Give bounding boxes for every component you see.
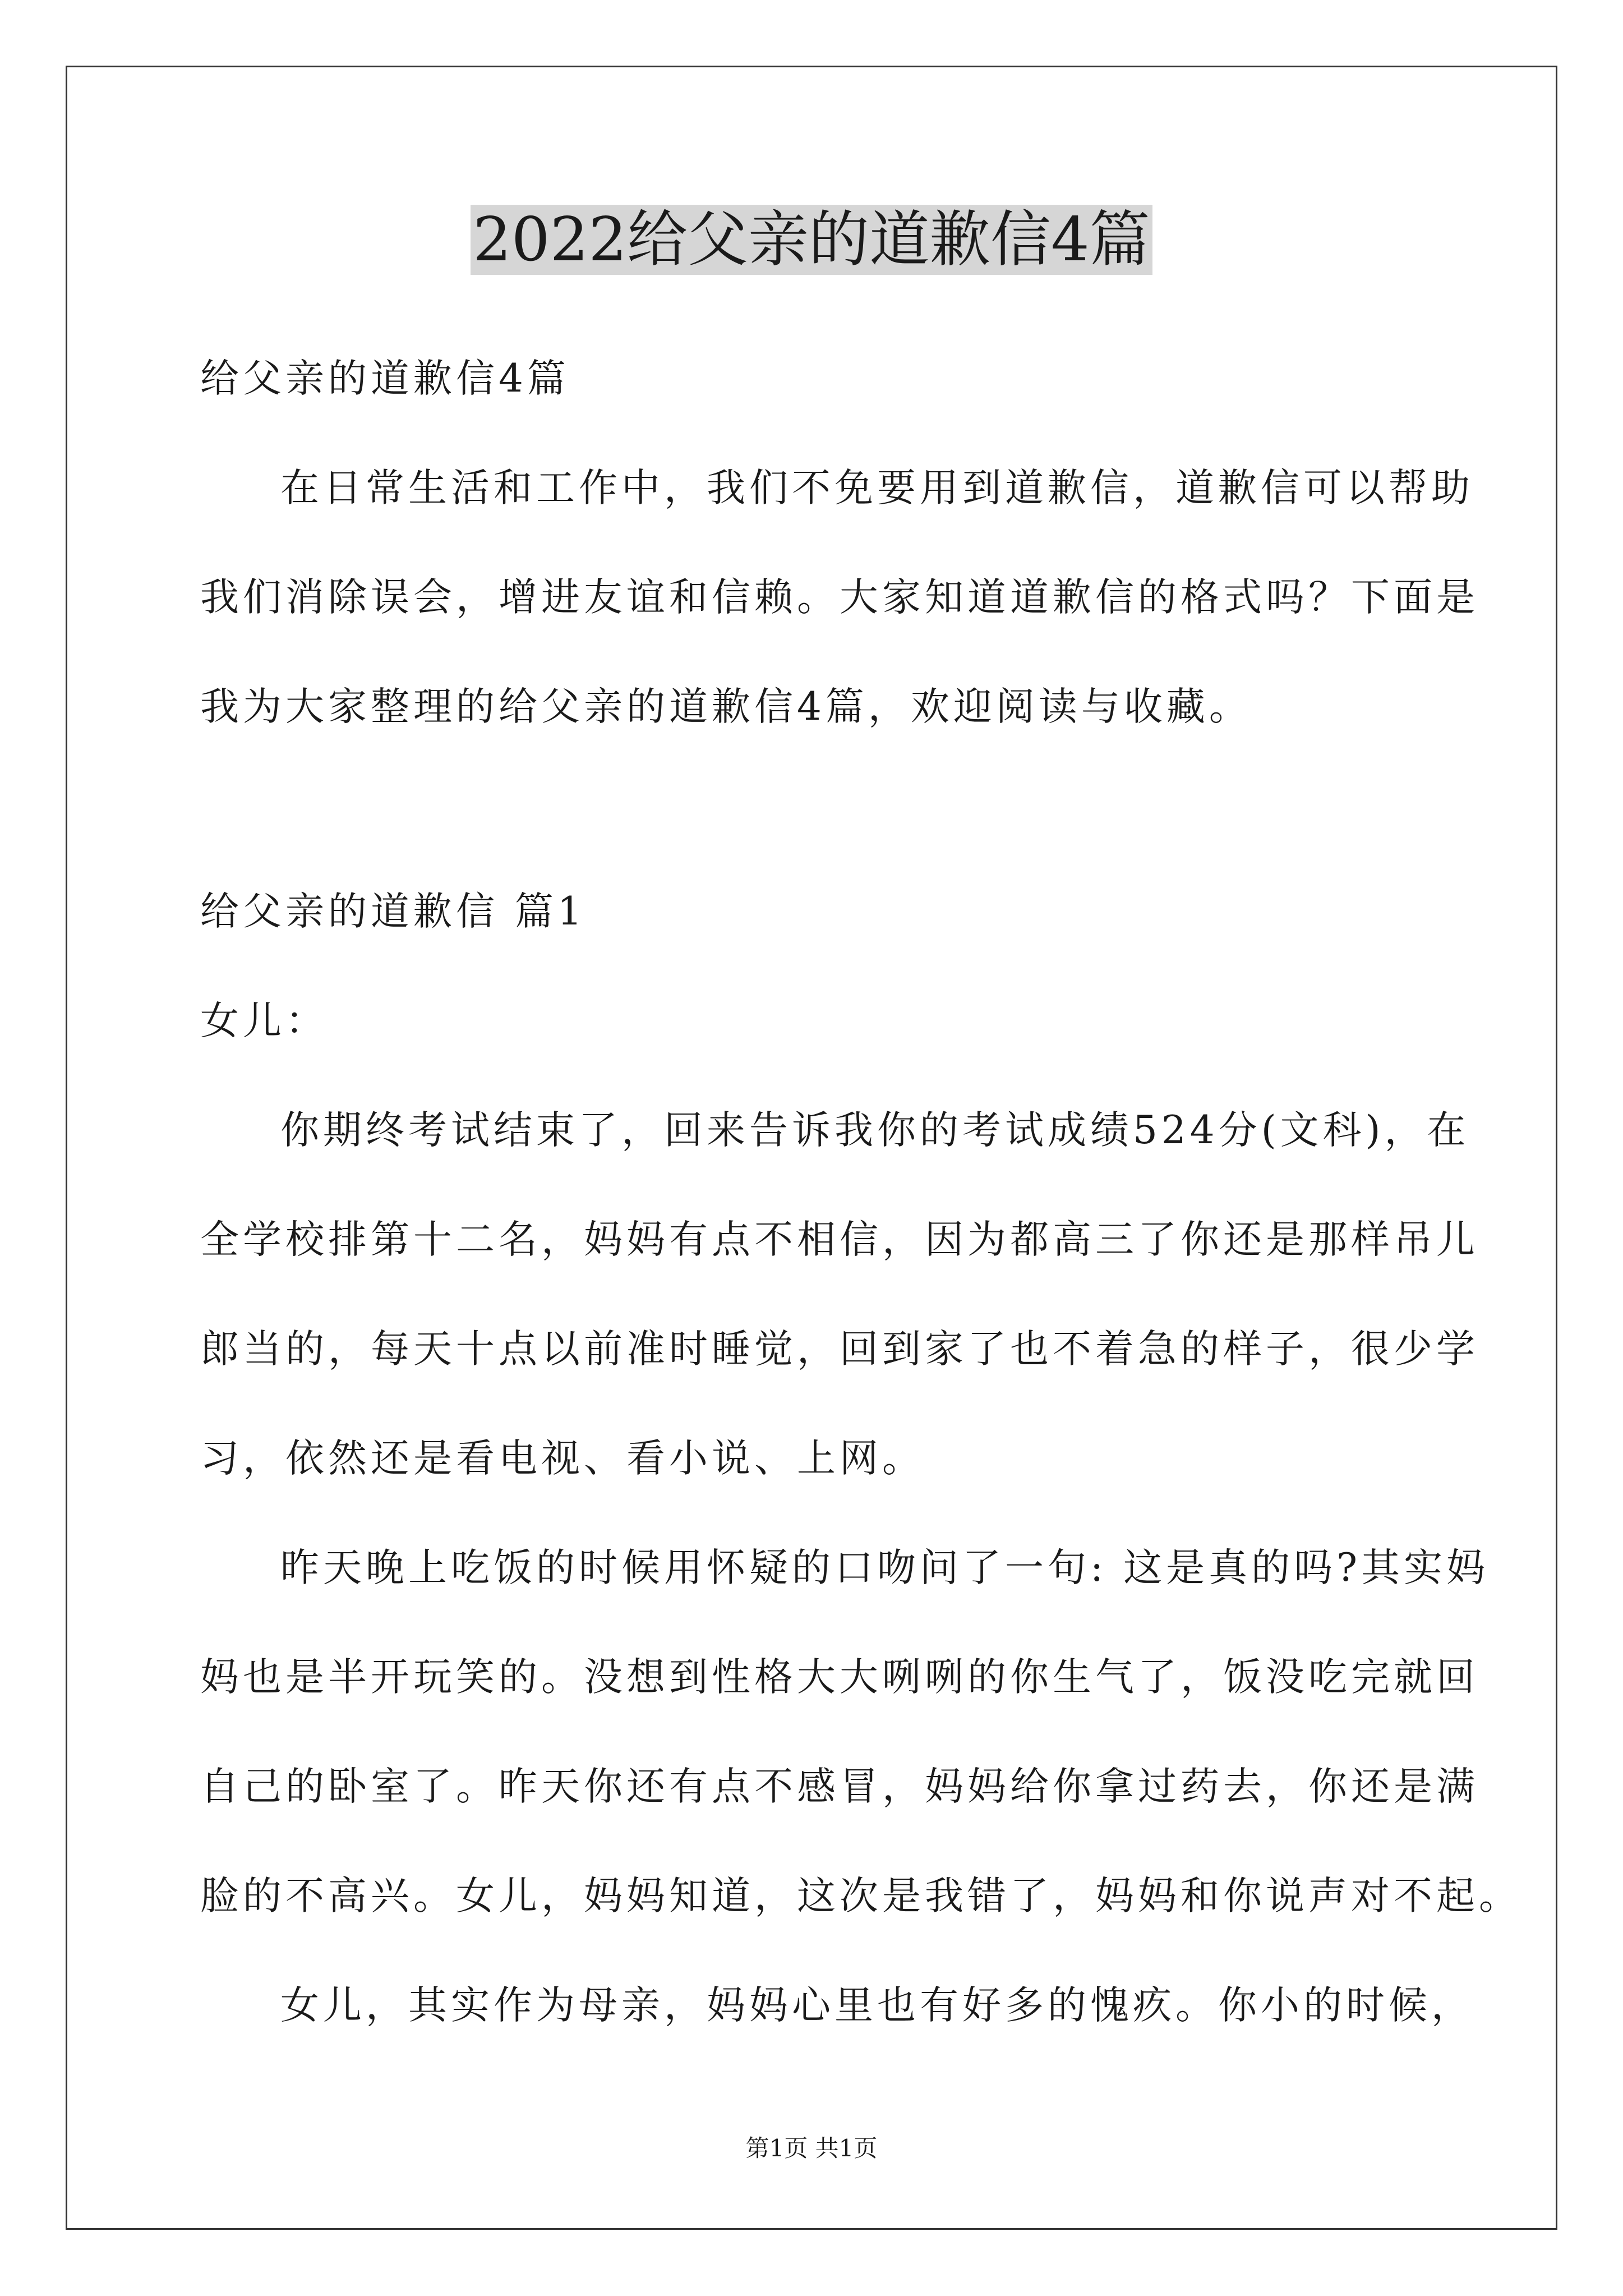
intro-line: 我们消除误会，增进友谊和信赖。大家知道道歉信的格式吗？下面是	[200, 575, 1479, 620]
section-heading: 给父亲的道歉信 篇1	[200, 889, 586, 934]
paragraph-line: 习，依然还是看电视、看小说、上网。	[200, 1436, 925, 1481]
page-footer: 第1页 共1页	[745, 2134, 878, 2162]
paragraph-line: 妈也是半开玩笑的。没想到性格大大咧咧的你生气了，饭没吃完就回	[200, 1655, 1479, 1700]
document-title-container	[0, 201, 1623, 279]
paragraph-line: 你期终考试结束了，回来告诉我你的考试成绩524分(文科)，在	[280, 1108, 1470, 1153]
paragraph-line: 女儿，其实作为母亲，妈妈心里也有好多的愧疚。你小的时候，	[280, 1983, 1474, 2028]
document-title: 2022给父亲的道歉信4篇	[471, 205, 1152, 275]
paragraph-line: 脸的不高兴。女儿，妈妈知道，这次是我错了，妈妈和你说声对不起。	[200, 1874, 1521, 1918]
paragraph-line: 昨天晚上吃饭的时候用怀疑的口吻问了一句: 这是真的吗?其实妈	[280, 1545, 1490, 1590]
paragraph-line: 郎当的，每天十点以前准时睡觉，回到家了也不着急的样子，很少学	[200, 1327, 1479, 1372]
paragraph-line: 全学校排第十二名，妈妈有点不相信，因为都高三了你还是那样吊儿	[200, 1217, 1479, 1262]
document-subtitle: 给父亲的道歉信4篇	[200, 356, 570, 401]
salutation: 女儿：	[200, 999, 328, 1043]
intro-line: 在日常生活和工作中，我们不免要用到道歉信，道歉信可以帮助	[280, 466, 1474, 510]
intro-line: 我为大家整理的给父亲的道歉信4篇，欢迎阅读与收藏。	[200, 684, 1252, 729]
paragraph-line: 自己的卧室了。昨天你还有点不感冒，妈妈给你拿过药去，你还是满	[200, 1764, 1479, 1809]
